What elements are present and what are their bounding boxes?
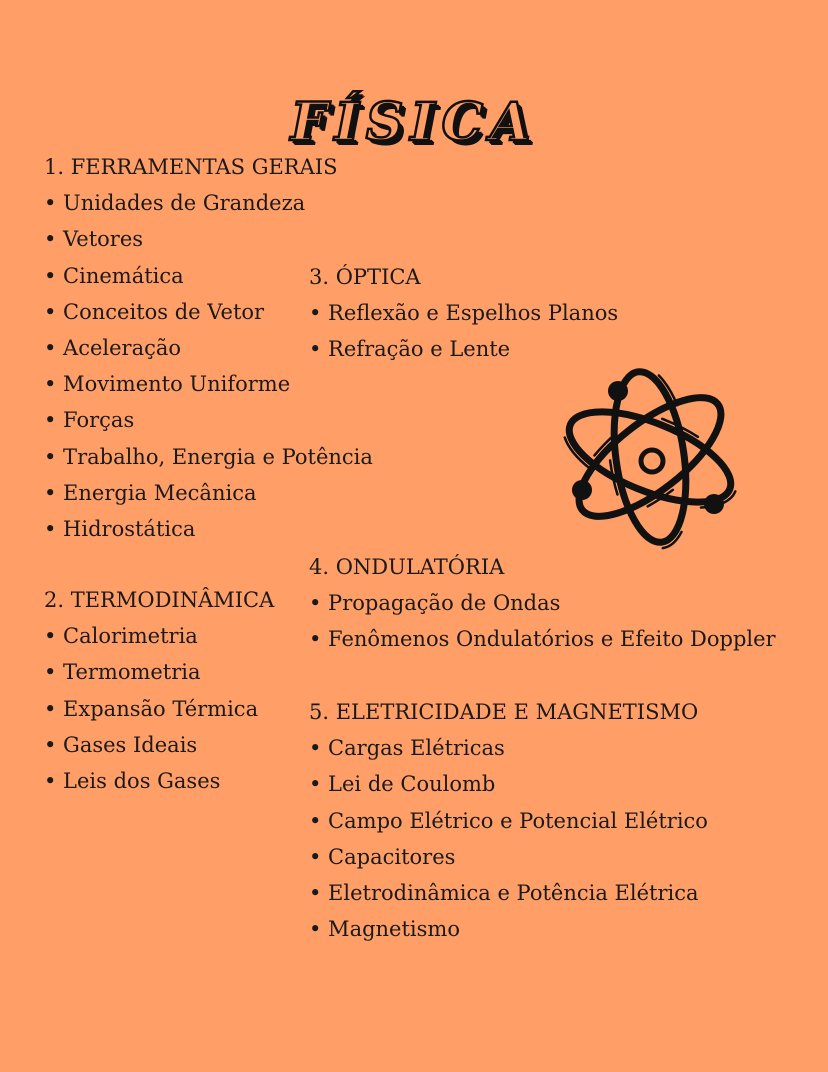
list-item: • Expansão Térmica [44, 696, 259, 721]
list-item: • Cinemática [44, 263, 184, 288]
section-termodinamica [44, 582, 274, 799]
section-optica [309, 259, 618, 368]
electron-icon [572, 480, 592, 500]
list-item: • Calorimetria [44, 624, 198, 649]
list-item: • Campo Elétrico e Potencial Elétrico [309, 808, 708, 833]
list-item: • Forças [44, 408, 135, 433]
list-item: • Unidades de Grandeza [44, 191, 306, 216]
electron-icon [704, 494, 724, 514]
atom-icon [552, 357, 748, 557]
list-item: • Energia Mecânica [44, 480, 257, 505]
list-item: • Movimento Uniforme [44, 372, 291, 397]
list-item: • Termometria [44, 660, 201, 685]
list-item: • Capacitores [309, 844, 456, 869]
list-item: • Gases Ideais [44, 732, 198, 757]
section-eletricidade-magnetismo [309, 694, 708, 947]
section-ondulatoria [309, 549, 776, 658]
section-heading: 2. TERMODINÂMICA [44, 588, 275, 612]
list-item: • Conceitos de Vetor [44, 299, 265, 324]
list-item: • Vetores [44, 227, 144, 252]
list-item: • Fenômenos Ondulatórios e Efeito Doppler [309, 627, 776, 652]
list-item: • Trabalho, Energia e Potência [44, 444, 373, 469]
list-item: • Hidrostática [44, 516, 196, 541]
nucleus-icon [641, 450, 663, 472]
section-heading: 1. FERRAMENTAS GERAIS [44, 155, 338, 179]
page-title: FÍSICA [290, 91, 538, 153]
list-item: • Reflexão e Espelhos Planos [309, 301, 619, 326]
list-item: • Leis dos Gases [44, 768, 221, 793]
list-item: • Eletrodinâmica e Potência Elétrica [309, 880, 699, 905]
electron-icon [608, 381, 628, 401]
list-item: • Propagação de Ondas [309, 591, 561, 616]
list-item: • Aceleração [44, 335, 182, 360]
list-item: • Magnetismo [309, 917, 460, 942]
section-heading: 5. ELETRICIDADE E MAGNETISMO [309, 700, 699, 724]
section-heading: 4. ONDULATÓRIA [309, 555, 505, 579]
list-item: • Cargas Elétricas [309, 736, 505, 761]
list-item: • Lei de Coulomb [309, 772, 496, 797]
section-heading: 3. ÓPTICA [309, 265, 421, 289]
list-item: • Refração e Lente [309, 337, 511, 362]
